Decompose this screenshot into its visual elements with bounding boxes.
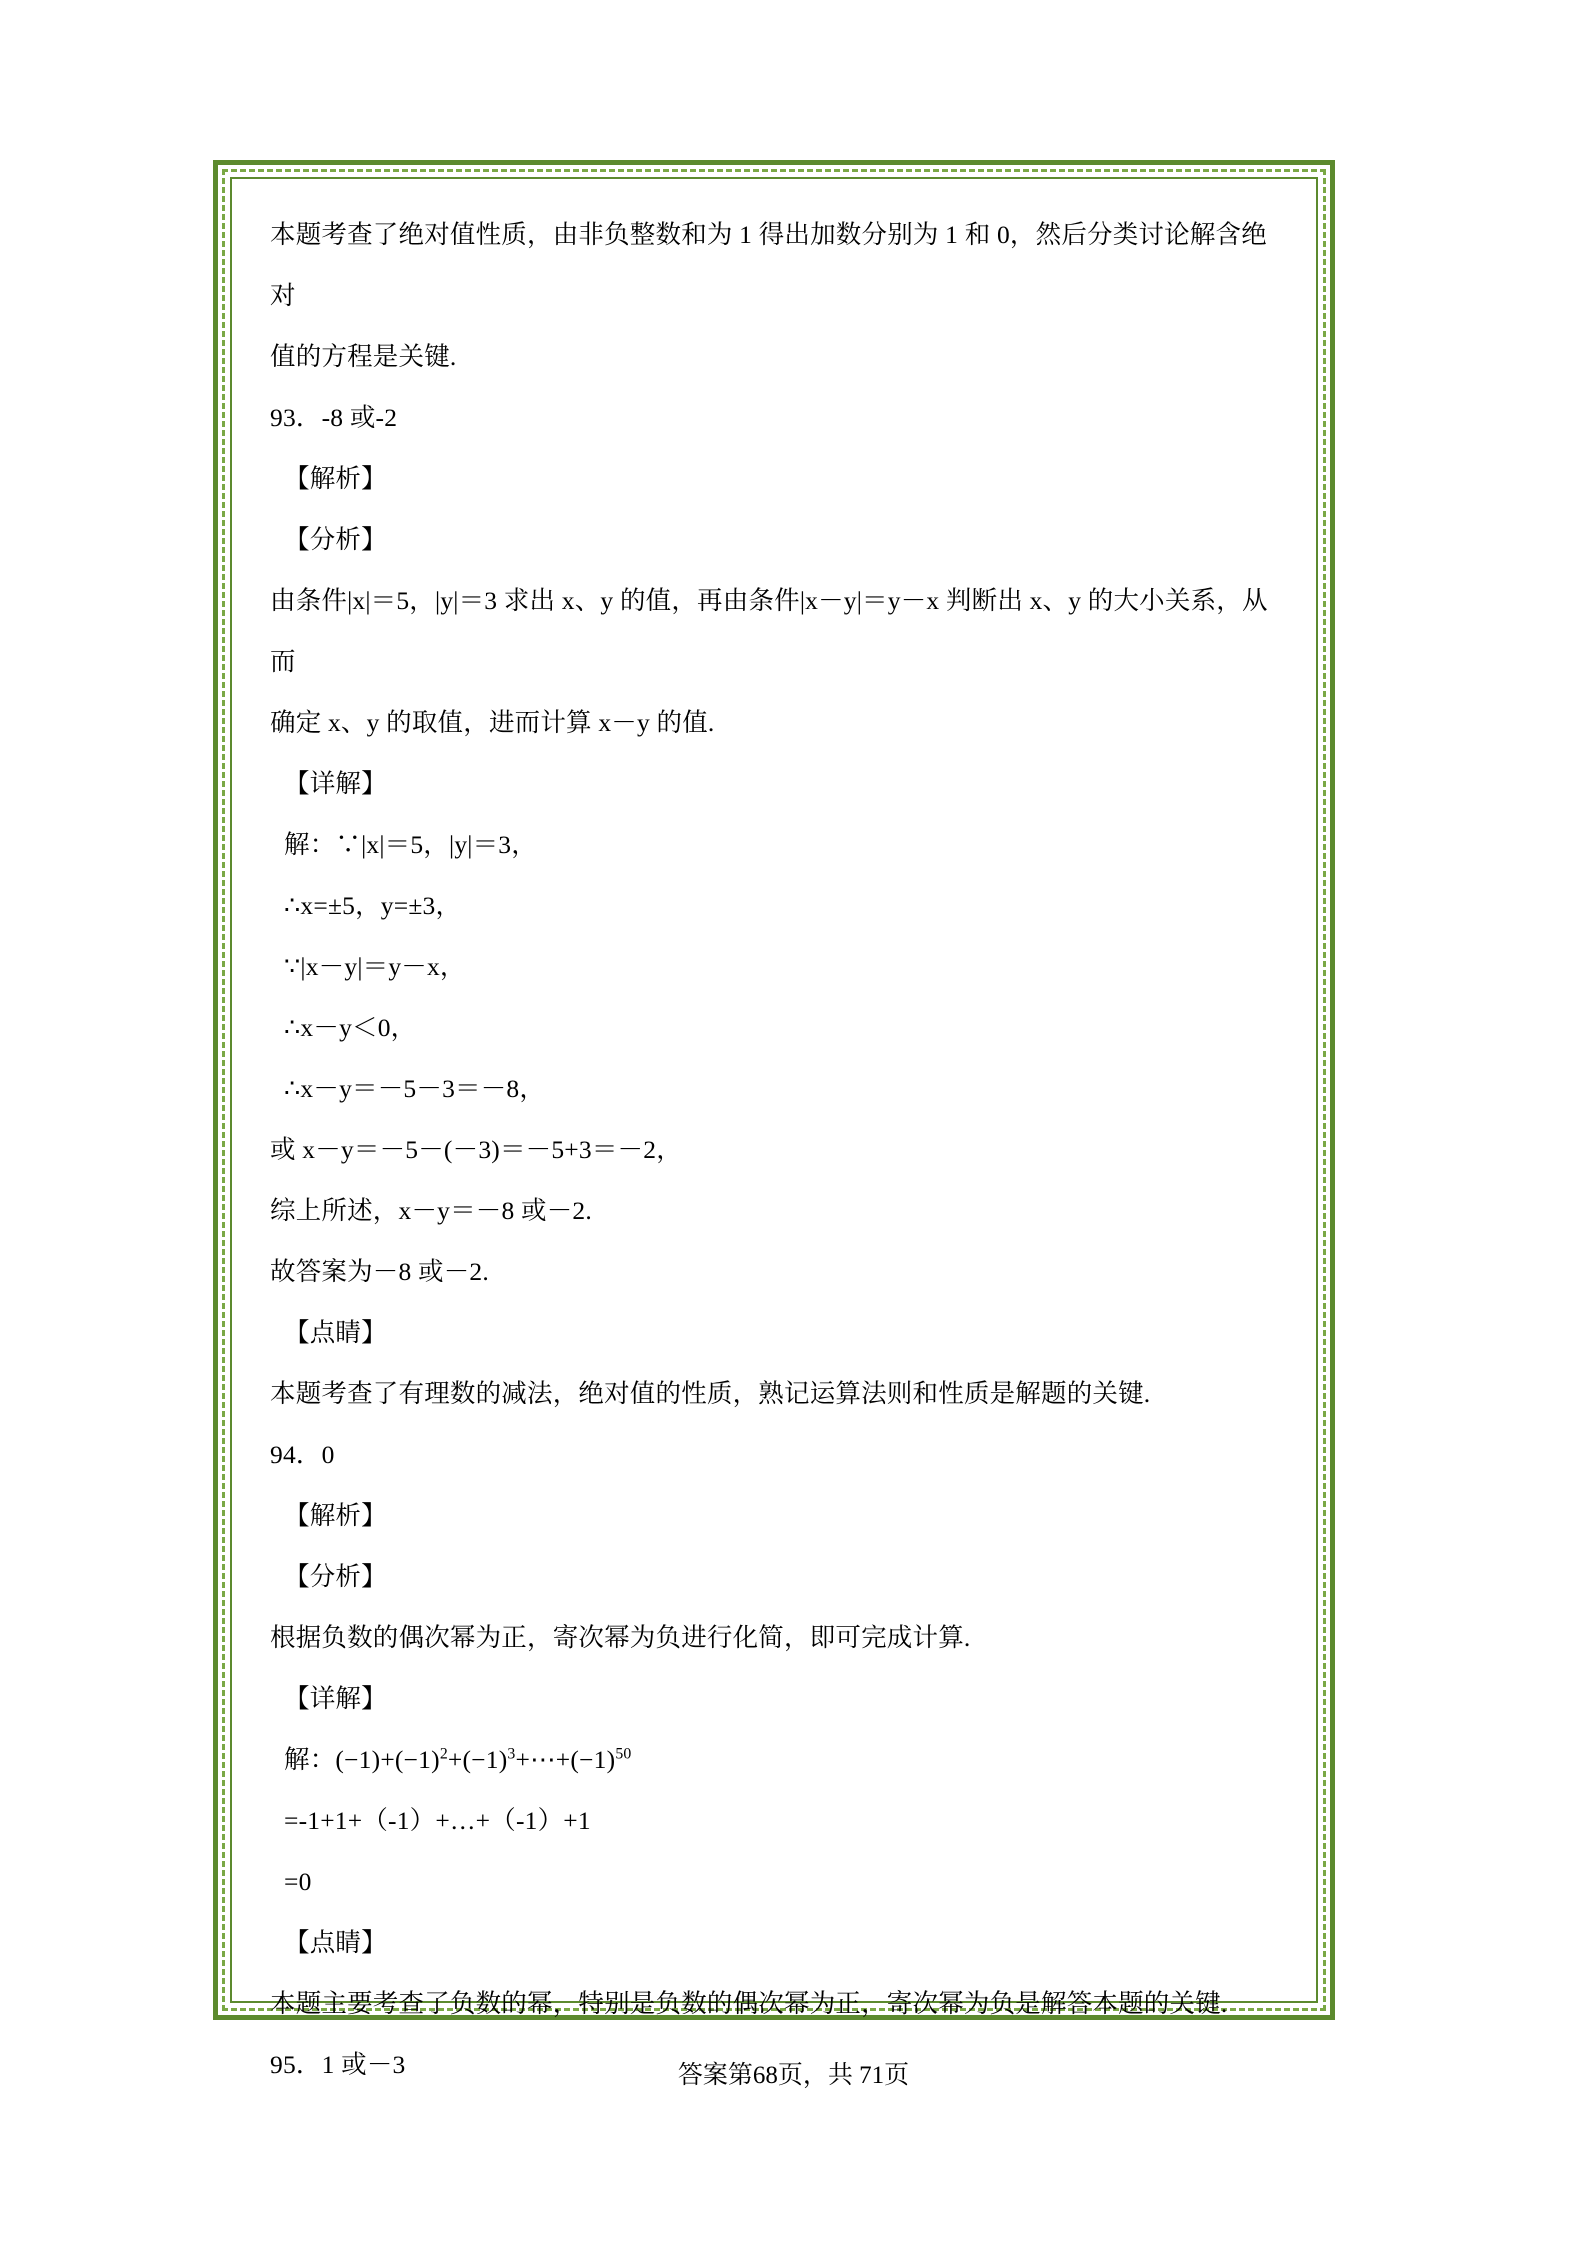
formula-mid-2: +⋯+(−1): [515, 1745, 616, 1774]
section-label-detail: 【详解】: [284, 1684, 387, 1713]
section-label-summary: 【点睛】: [284, 1928, 387, 1957]
paragraph-line: 根据负数的偶次幂为正，寄次幂为负进行化简，即可完成计算.: [270, 1623, 971, 1652]
question-number-95: 95．1 或－3: [270, 2050, 406, 2079]
solution-line: 综上所述，x－y＝－8 或－2.: [270, 1196, 592, 1225]
formula-exponent-50: 50: [615, 1745, 632, 1763]
solution-line: ∴x－y＜0，: [284, 1013, 417, 1042]
solution-line: 故答案为－8 或－2.: [270, 1257, 489, 1286]
solution-line: 或 x－y＝－5－(－3)＝－5+3＝－2，: [270, 1135, 682, 1164]
page-footer: 答案第68页，共 71页: [677, 2062, 910, 2089]
formula-exponent-3: 3: [507, 1745, 516, 1763]
section-label-summary: 【点睛】: [284, 1318, 387, 1347]
section-label-analysis: 【分析】: [284, 525, 387, 554]
paragraph-line: 本题考查了有理数的减法，绝对值的性质，熟记运算法则和性质是解题的关键.: [270, 1379, 1151, 1408]
solution-line: =0: [284, 1867, 312, 1896]
paragraph-line: 本题主要考查了负数的幂，特别是负数的偶次幂为正，寄次幂为负是解答本题的关键.: [270, 1989, 1228, 2018]
section-label-analysis-heading: 【解析】: [284, 1501, 387, 1530]
formula-exponent-2: 2: [439, 1745, 448, 1763]
paragraph-line: 确定 x、y 的取值，进而计算 x－y 的值.: [270, 708, 715, 737]
formula-line: [270, 1729, 1282, 1790]
formula-prefix: 解：(−1)+(−1): [284, 1745, 440, 1774]
section-label-analysis: 【分析】: [284, 1562, 387, 1591]
question-number-93: 93．-8 或-2: [270, 403, 398, 432]
paragraph-line: 由条件|x|＝5，|y|＝3 求出 x、y 的值，再由条件|x－y|＝y－x 判断出 x、y 的大小关系，从而: [270, 586, 1268, 676]
section-label-analysis-heading: 【解析】: [284, 464, 387, 493]
question-number-94: 94．0: [270, 1440, 335, 1469]
solution-line: ∴x－y＝－5－3＝－8，: [284, 1074, 546, 1103]
solution-line: ∴x=±5，y=±3，: [284, 891, 462, 920]
paragraph-line: 本题考查了绝对值性质，由非负整数和为 1 得出加数分别为 1 和 0，然后分类讨论解含绝对: [270, 220, 1267, 310]
formula-mid-1: +(−1): [447, 1745, 508, 1774]
solution-line: 解：∵|x|＝5，|y|＝3，: [284, 830, 537, 859]
section-label-detail: 【详解】: [284, 769, 387, 798]
solution-line: ∵|x－y|＝y－x，: [284, 952, 466, 981]
paragraph-line: 值的方程是关键.: [270, 342, 457, 371]
solution-line: =-1+1+（-1）+…+（-1）+1: [284, 1806, 591, 1835]
